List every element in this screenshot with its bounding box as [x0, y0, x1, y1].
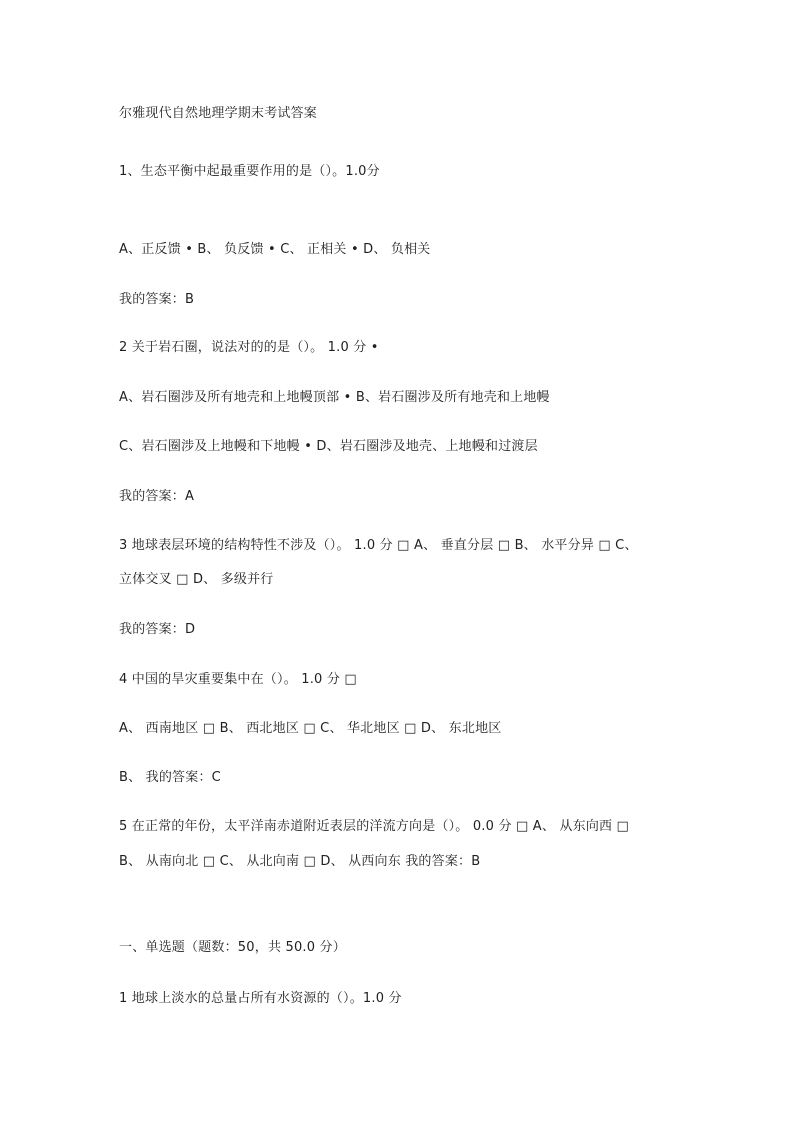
question-5-stem-line-2: B、 从南向北 □ C、 从北向南 □ D、 从西向东 我的答案：B	[119, 854, 481, 869]
question-2-answer: 我的答案：A	[119, 489, 195, 504]
section-question-1-stem: 1 地球上淡水的总量占所有水资源的（）。1.0 分	[119, 991, 402, 1006]
question-2-options-line-2: C、岩石圈涉及上地幔和下地幔 • D、岩石圈涉及地壳、上地幔和过渡层	[119, 439, 538, 454]
section-heading: 一、单选题（题数：50，共 50.0 分）	[119, 940, 346, 955]
question-1-stem: 1、生态平衡中起最重要作用的是（）。1.0分	[119, 164, 380, 179]
question-4-answer: B、 我的答案：C	[119, 770, 221, 785]
question-3-stem-line-2: 立体交叉 □ D、 多级并行	[119, 572, 274, 587]
question-3-stem-line-1: 3 地球表层环境的结构特性不涉及（）。 1.0 分 □ A、 垂直分层 □ B、 水平分异 □ C、	[119, 538, 638, 553]
document-title: 尔雅现代自然地理学期末考试答案	[119, 106, 318, 121]
question-1-answer: 我的答案：B	[119, 292, 195, 307]
question-5-stem-line-1: 5 在正常的年份，太平洋南赤道附近表层的洋流方向是（）。 0.0 分 □ A、 从东向西 □	[119, 819, 630, 834]
question-1-options: A、正反馈 • B、 负反馈 • C、 正相关 • D、 负相关	[119, 242, 431, 257]
question-2-options-line-1: A、岩石圈涉及所有地壳和上地幔顶部 • B、岩石圈涉及所有地壳和上地幔	[119, 390, 550, 405]
question-2-stem: 2 关于岩石圈，说法对的的是（）。 1.0 分 •	[119, 340, 379, 355]
question-4-options: A、 西南地区 □ B、 西北地区 □ C、 华北地区 □ D、 东北地区	[119, 721, 502, 736]
question-4-stem: 4 中国的旱灾重要集中在（）。 1.0 分 □	[119, 672, 357, 687]
question-3-answer: 我的答案：D	[119, 622, 196, 637]
